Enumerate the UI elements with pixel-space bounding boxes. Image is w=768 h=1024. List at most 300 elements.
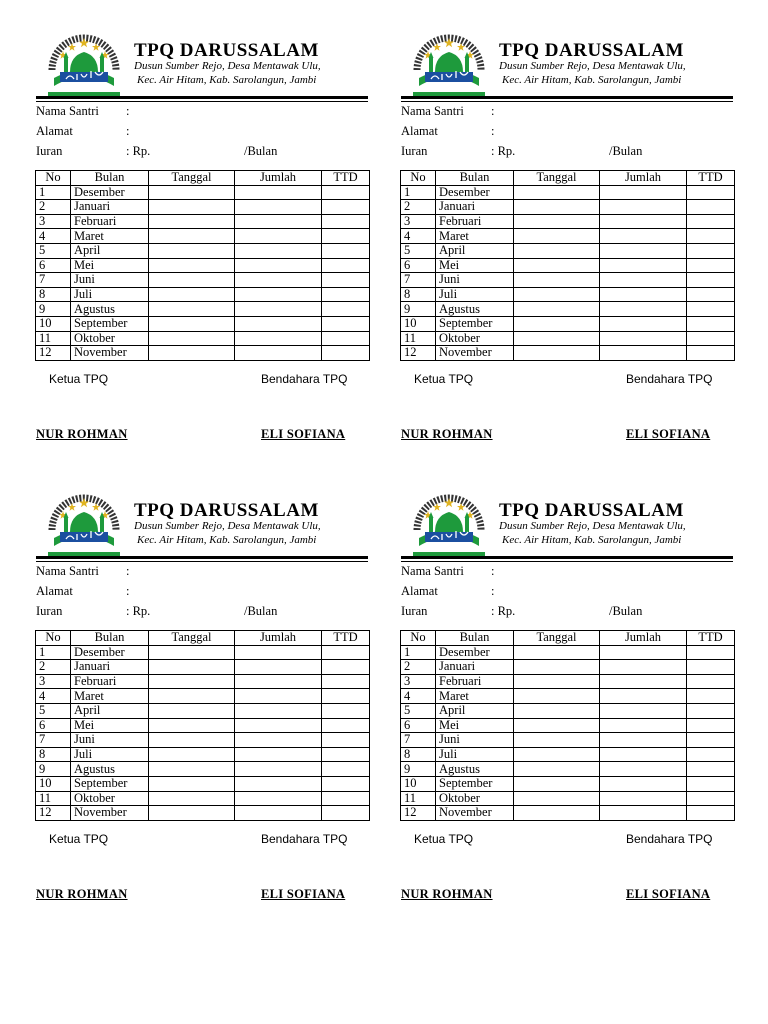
row-month-cell: Desember <box>71 645 149 660</box>
row-month-cell: Agustus <box>71 762 149 777</box>
row-date-cell <box>149 791 235 806</box>
row-signature-cell <box>322 214 370 229</box>
row-month-cell: April <box>71 703 149 718</box>
chairman-name: NUR ROHMAN <box>401 427 493 441</box>
table-header-row <box>401 631 735 646</box>
header-date: Tanggal <box>514 171 600 186</box>
row-date-cell <box>149 660 235 675</box>
table-row <box>36 331 370 346</box>
table-row <box>401 258 735 273</box>
row-no-cell: 9 <box>36 302 71 317</box>
row-amount-cell <box>600 229 687 244</box>
row-signature-cell <box>687 747 735 762</box>
address-line-1: Dusun Sumber Rejo, Desa Mentawak Ulu, <box>134 60 321 72</box>
fee-prefix: : Rp. <box>491 604 516 618</box>
row-amount-cell <box>600 762 687 777</box>
row-no-cell: 8 <box>36 747 71 762</box>
row-month-cell: Januari <box>71 660 149 675</box>
row-amount-cell <box>600 258 687 273</box>
row-no-cell: 6 <box>36 718 71 733</box>
header-month: Bulan <box>71 631 149 646</box>
row-no-cell: 1 <box>401 645 436 660</box>
table-row <box>401 214 735 229</box>
row-no-cell: 4 <box>401 689 436 704</box>
row-no-cell: 6 <box>36 258 71 273</box>
row-month-cell: Januari <box>436 660 514 675</box>
row-signature-cell <box>687 689 735 704</box>
table-row <box>36 302 370 317</box>
header-rule-thin <box>401 101 733 102</box>
header-amount: Jumlah <box>235 171 322 186</box>
row-amount-cell <box>600 287 687 302</box>
row-date-cell <box>149 316 235 331</box>
table-row <box>36 791 370 806</box>
fee-field <box>36 604 277 619</box>
row-signature-cell <box>687 273 735 288</box>
row-no-cell: 7 <box>36 273 71 288</box>
row-amount-cell <box>235 331 322 346</box>
table-row <box>36 718 370 733</box>
row-date-cell <box>514 331 600 346</box>
row-signature-cell <box>687 674 735 689</box>
row-amount-cell <box>235 287 322 302</box>
table-row <box>401 302 735 317</box>
chairman-role: Ketua TPQ <box>414 372 474 386</box>
row-month-cell: April <box>436 243 514 258</box>
row-month-cell: Mei <box>71 258 149 273</box>
row-no-cell: 6 <box>401 258 436 273</box>
address-field <box>36 584 134 599</box>
colon: : <box>126 124 130 138</box>
colon: : <box>126 104 130 118</box>
row-date-cell <box>514 703 600 718</box>
row-signature-cell <box>322 791 370 806</box>
row-no-cell: 1 <box>36 185 71 200</box>
table-row <box>401 703 735 718</box>
table-header-row <box>401 171 735 186</box>
table-body <box>401 185 735 360</box>
row-no-cell: 10 <box>401 776 436 791</box>
row-signature-cell <box>322 287 370 302</box>
row-signature-cell <box>322 776 370 791</box>
table-header-row <box>36 171 370 186</box>
row-signature-cell <box>322 302 370 317</box>
chairman-role: Ketua TPQ <box>49 832 109 846</box>
treasurer-name: ELI SOFIANA <box>626 887 711 901</box>
row-month-cell: Maret <box>436 229 514 244</box>
student-name-label: Nama Santri <box>36 564 99 578</box>
mosque-logo-icon <box>411 32 487 102</box>
chairman-name: NUR ROHMAN <box>36 887 128 901</box>
row-no-cell: 2 <box>401 200 436 215</box>
student-name-field <box>36 104 134 119</box>
row-amount-cell <box>235 806 322 821</box>
address-line-1: Dusun Sumber Rejo, Desa Mentawak Ulu, <box>499 60 686 72</box>
payment-table <box>400 630 735 821</box>
row-month-cell: Februari <box>436 214 514 229</box>
row-amount-cell <box>235 776 322 791</box>
table-row <box>36 762 370 777</box>
row-no-cell: 9 <box>401 302 436 317</box>
header-amount: Jumlah <box>235 631 322 646</box>
row-date-cell <box>149 185 235 200</box>
table-row <box>401 718 735 733</box>
header-no: No <box>401 171 436 186</box>
fee-suffix: /Bulan <box>609 604 643 618</box>
row-signature-cell <box>687 718 735 733</box>
row-amount-cell <box>600 214 687 229</box>
table-row <box>36 214 370 229</box>
table-row <box>36 346 370 361</box>
row-no-cell: 11 <box>401 791 436 806</box>
row-amount-cell <box>600 302 687 317</box>
row-signature-cell <box>687 806 735 821</box>
fee-label: Iuran <box>401 144 428 158</box>
row-signature-cell <box>322 346 370 361</box>
row-month-cell: September <box>71 316 149 331</box>
address-label: Alamat <box>36 124 73 138</box>
row-amount-cell <box>235 200 322 215</box>
row-month-cell: Januari <box>436 200 514 215</box>
row-amount-cell <box>600 703 687 718</box>
row-month-cell: Oktober <box>436 331 514 346</box>
mosque-logo-icon <box>46 32 122 102</box>
address-field <box>36 124 134 139</box>
header-rule-thick <box>36 556 368 559</box>
header-rule-thick <box>401 96 733 99</box>
row-signature-cell <box>687 346 735 361</box>
row-month-cell: Februari <box>71 214 149 229</box>
fee-prefix: : Rp. <box>491 144 516 158</box>
header-no: No <box>36 171 71 186</box>
treasurer-role: Bendahara TPQ <box>261 372 348 386</box>
table-row <box>36 185 370 200</box>
address-label: Alamat <box>401 124 438 138</box>
treasurer-name: ELI SOFIANA <box>261 887 346 901</box>
row-amount-cell <box>600 674 687 689</box>
row-no-cell: 12 <box>401 806 436 821</box>
row-signature-cell <box>687 287 735 302</box>
row-signature-cell <box>687 243 735 258</box>
row-signature-cell <box>322 762 370 777</box>
address-line-2: Kec. Air Hitam, Kab. Sarolangun, Jambi <box>137 74 317 86</box>
address-label: Alamat <box>401 584 438 598</box>
fee-field <box>401 604 642 619</box>
row-no-cell: 7 <box>36 733 71 748</box>
row-no-cell: 3 <box>401 674 436 689</box>
row-amount-cell <box>600 645 687 660</box>
row-date-cell <box>149 200 235 215</box>
table-row <box>401 791 735 806</box>
row-date-cell <box>514 791 600 806</box>
payment-card <box>399 32 739 452</box>
row-signature-cell <box>687 703 735 718</box>
table-row <box>401 346 735 361</box>
school-title: TPQ DARUSSALAM <box>134 40 319 61</box>
row-signature-cell <box>687 733 735 748</box>
table-row <box>36 689 370 704</box>
row-signature-cell <box>687 316 735 331</box>
row-no-cell: 7 <box>401 733 436 748</box>
header-no: No <box>36 631 71 646</box>
row-amount-cell <box>235 762 322 777</box>
row-amount-cell <box>235 214 322 229</box>
payment-table <box>35 630 370 821</box>
colon: : <box>491 124 495 138</box>
student-name-field <box>401 564 499 579</box>
row-date-cell <box>514 776 600 791</box>
chairman-role: Ketua TPQ <box>49 372 109 386</box>
row-amount-cell <box>235 747 322 762</box>
row-amount-cell <box>235 229 322 244</box>
table-row <box>36 287 370 302</box>
row-amount-cell <box>600 660 687 675</box>
row-no-cell: 2 <box>36 660 71 675</box>
row-no-cell: 3 <box>36 214 71 229</box>
row-date-cell <box>514 645 600 660</box>
row-date-cell <box>514 316 600 331</box>
table-row <box>36 258 370 273</box>
row-signature-cell <box>687 762 735 777</box>
student-name-label: Nama Santri <box>401 104 464 118</box>
colon: : <box>491 584 495 598</box>
row-amount-cell <box>235 645 322 660</box>
row-signature-cell <box>322 718 370 733</box>
row-month-cell: September <box>436 776 514 791</box>
table-row <box>401 243 735 258</box>
row-amount-cell <box>600 200 687 215</box>
fee-label: Iuran <box>36 604 63 618</box>
address-line-2: Kec. Air Hitam, Kab. Sarolangun, Jambi <box>502 74 682 86</box>
table-row <box>401 806 735 821</box>
table-row <box>401 645 735 660</box>
table-body <box>36 645 370 820</box>
row-signature-cell <box>687 258 735 273</box>
row-date-cell <box>514 733 600 748</box>
row-no-cell: 11 <box>36 331 71 346</box>
treasurer-role: Bendahara TPQ <box>261 832 348 846</box>
row-date-cell <box>514 200 600 215</box>
address-line-1: Dusun Sumber Rejo, Desa Mentawak Ulu, <box>134 520 321 532</box>
row-amount-cell <box>235 791 322 806</box>
row-signature-cell <box>322 258 370 273</box>
header-rule-thick <box>401 556 733 559</box>
row-month-cell: November <box>71 346 149 361</box>
row-month-cell: April <box>71 243 149 258</box>
row-month-cell: Desember <box>436 185 514 200</box>
fee-field <box>401 144 642 159</box>
row-month-cell: Desember <box>71 185 149 200</box>
row-no-cell: 4 <box>401 229 436 244</box>
treasurer-role: Bendahara TPQ <box>626 372 713 386</box>
row-signature-cell <box>687 302 735 317</box>
row-amount-cell <box>600 733 687 748</box>
header-date: Tanggal <box>149 631 235 646</box>
row-date-cell <box>514 346 600 361</box>
colon: : <box>126 584 130 598</box>
row-date-cell <box>149 346 235 361</box>
header-signature: TTD <box>322 171 370 186</box>
row-no-cell: 3 <box>36 674 71 689</box>
header-rule-thin <box>401 561 733 562</box>
row-date-cell <box>514 747 600 762</box>
row-month-cell: Juli <box>436 287 514 302</box>
fee-field <box>36 144 277 159</box>
row-no-cell: 9 <box>401 762 436 777</box>
address-line-1: Dusun Sumber Rejo, Desa Mentawak Ulu, <box>499 520 686 532</box>
row-month-cell: Desember <box>436 645 514 660</box>
row-month-cell: Oktober <box>436 791 514 806</box>
payment-table <box>400 170 735 361</box>
table-row <box>36 747 370 762</box>
table-body <box>401 645 735 820</box>
row-no-cell: 2 <box>401 660 436 675</box>
row-amount-cell <box>235 346 322 361</box>
row-no-cell: 1 <box>36 645 71 660</box>
school-title: TPQ DARUSSALAM <box>499 500 684 521</box>
row-no-cell: 5 <box>401 703 436 718</box>
row-month-cell: Oktober <box>71 791 149 806</box>
table-row <box>36 200 370 215</box>
table-row <box>401 776 735 791</box>
table-row <box>401 273 735 288</box>
row-amount-cell <box>235 273 322 288</box>
header-date: Tanggal <box>514 631 600 646</box>
table-row <box>401 200 735 215</box>
row-amount-cell <box>600 331 687 346</box>
chairman-role: Ketua TPQ <box>414 832 474 846</box>
payment-card <box>34 492 374 912</box>
row-signature-cell <box>322 660 370 675</box>
colon: : <box>491 104 495 118</box>
row-signature-cell <box>687 185 735 200</box>
row-amount-cell <box>235 258 322 273</box>
row-amount-cell <box>235 733 322 748</box>
address-line-2: Kec. Air Hitam, Kab. Sarolangun, Jambi <box>137 534 317 546</box>
treasurer-name: ELI SOFIANA <box>261 427 346 441</box>
fee-label: Iuran <box>401 604 428 618</box>
table-header-row <box>36 631 370 646</box>
row-date-cell <box>514 185 600 200</box>
treasurer-name: ELI SOFIANA <box>626 427 711 441</box>
row-no-cell: 5 <box>401 243 436 258</box>
row-no-cell: 6 <box>401 718 436 733</box>
row-no-cell: 4 <box>36 689 71 704</box>
row-amount-cell <box>235 243 322 258</box>
row-month-cell: Maret <box>71 229 149 244</box>
row-amount-cell <box>600 316 687 331</box>
row-no-cell: 3 <box>401 214 436 229</box>
row-amount-cell <box>600 243 687 258</box>
row-amount-cell <box>600 806 687 821</box>
school-title: TPQ DARUSSALAM <box>134 500 319 521</box>
row-signature-cell <box>687 776 735 791</box>
row-amount-cell <box>600 689 687 704</box>
header-month: Bulan <box>71 171 149 186</box>
row-month-cell: April <box>436 703 514 718</box>
address-field <box>401 584 499 599</box>
row-signature-cell <box>322 229 370 244</box>
row-date-cell <box>514 674 600 689</box>
table-row <box>401 287 735 302</box>
row-month-cell: November <box>436 806 514 821</box>
row-no-cell: 10 <box>401 316 436 331</box>
row-amount-cell <box>235 316 322 331</box>
table-row <box>36 273 370 288</box>
payment-table <box>35 170 370 361</box>
row-no-cell: 11 <box>401 331 436 346</box>
table-row <box>401 229 735 244</box>
header-no: No <box>401 631 436 646</box>
row-month-cell: Juli <box>436 747 514 762</box>
row-date-cell <box>514 302 600 317</box>
table-row <box>401 747 735 762</box>
header-signature: TTD <box>687 631 735 646</box>
row-signature-cell <box>687 214 735 229</box>
table-row <box>36 806 370 821</box>
treasurer-role: Bendahara TPQ <box>626 832 713 846</box>
row-signature-cell <box>687 660 735 675</box>
row-no-cell: 10 <box>36 316 71 331</box>
fee-suffix: /Bulan <box>609 144 643 158</box>
row-date-cell <box>149 645 235 660</box>
row-date-cell <box>514 660 600 675</box>
row-date-cell <box>514 806 600 821</box>
table-row <box>36 674 370 689</box>
row-date-cell <box>514 229 600 244</box>
header-month: Bulan <box>436 631 514 646</box>
table-row <box>36 660 370 675</box>
row-no-cell: 5 <box>36 243 71 258</box>
row-month-cell: November <box>71 806 149 821</box>
row-no-cell: 12 <box>36 806 71 821</box>
row-date-cell <box>149 302 235 317</box>
fee-prefix: : Rp. <box>126 144 151 158</box>
fee-prefix: : Rp. <box>126 604 151 618</box>
row-amount-cell <box>600 747 687 762</box>
colon: : <box>491 564 495 578</box>
table-row <box>401 185 735 200</box>
mosque-logo-icon <box>46 492 122 562</box>
table-row <box>36 229 370 244</box>
row-month-cell: Juli <box>71 287 149 302</box>
address-label: Alamat <box>36 584 73 598</box>
table-row <box>401 762 735 777</box>
header-date: Tanggal <box>149 171 235 186</box>
fee-label: Iuran <box>36 144 63 158</box>
row-signature-cell <box>322 645 370 660</box>
table-body <box>36 185 370 360</box>
header-signature: TTD <box>322 631 370 646</box>
table-row <box>36 243 370 258</box>
row-signature-cell <box>687 791 735 806</box>
table-row <box>401 733 735 748</box>
table-row <box>36 776 370 791</box>
row-amount-cell <box>600 791 687 806</box>
header-month: Bulan <box>436 171 514 186</box>
header-rule-thin <box>36 561 368 562</box>
row-month-cell: Agustus <box>71 302 149 317</box>
row-signature-cell <box>322 689 370 704</box>
row-month-cell: Maret <box>436 689 514 704</box>
row-signature-cell <box>687 331 735 346</box>
table-row <box>401 316 735 331</box>
row-date-cell <box>149 331 235 346</box>
row-date-cell <box>514 258 600 273</box>
row-month-cell: Agustus <box>436 302 514 317</box>
row-no-cell: 2 <box>36 200 71 215</box>
payment-card <box>399 492 739 912</box>
